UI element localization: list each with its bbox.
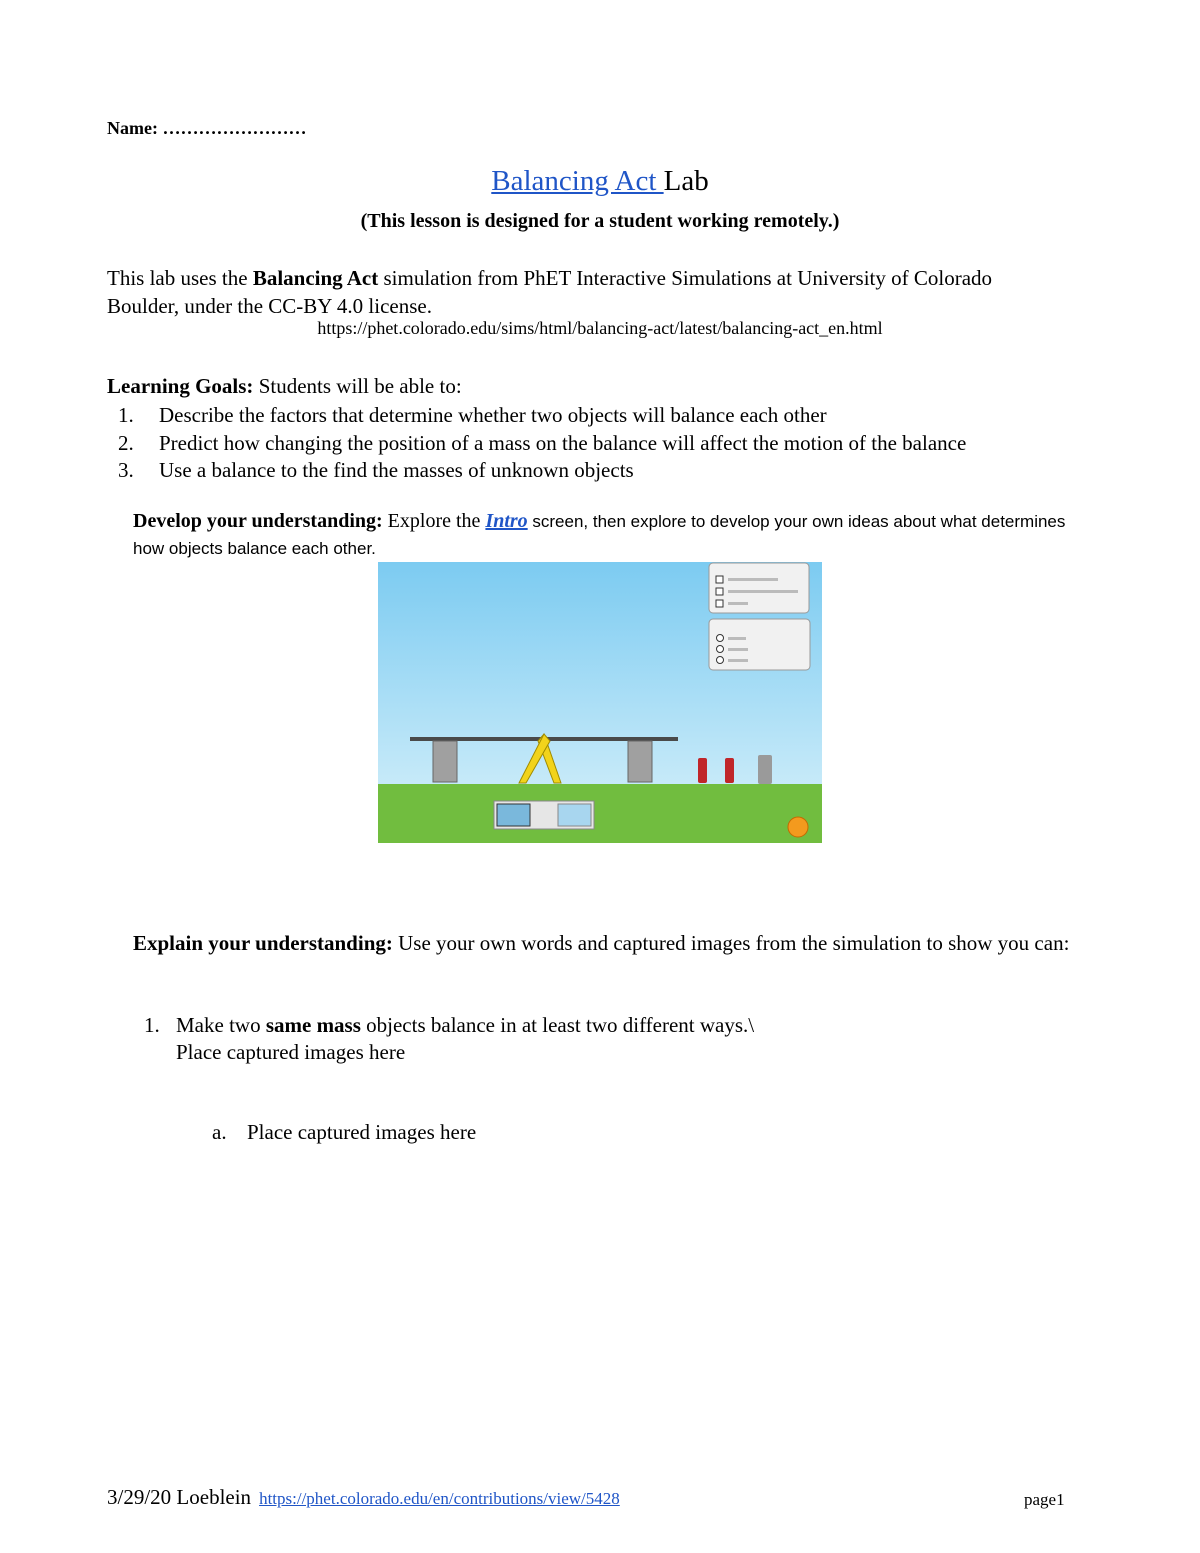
explain-text: Use your own words and captured images from the simulation to show you can: [392,931,1070,955]
simulation-screenshot [378,562,822,843]
explain-label: Explain your understanding: [133,931,393,955]
footer-left [107,1485,620,1510]
learning-goals-heading [107,374,462,399]
list-text: Use a balance to the find the masses of unknown objects [159,458,634,482]
intro-suffix: simulation from PhET Interactive Simulations at University of Colorado Boulder, under the CC-BY 4.0 license. [107,266,993,318]
explain-paragraph [133,929,1093,957]
learning-goals-list [107,402,1107,485]
task-1-bold: same mass [265,1013,361,1037]
list-item [107,457,1107,485]
list-text: Describe the factors that determine whether two objects will balance each other [159,403,827,427]
intro-sim-name: Balancing Act [252,266,379,290]
name-label: Name: [107,118,158,138]
list-number: 1. [118,403,134,427]
name-blank: …………………… [162,118,307,138]
list-item [107,430,1107,458]
task-1-suffix: objects balance in at least two different ways.\ [360,1013,755,1037]
list-item [107,402,1107,430]
learning-goals-label: Learning Goals: [107,374,254,398]
page-title [0,165,1200,198]
footer-link[interactable]: https://phet.colorado.edu/en/contributions/view/5428 [259,1489,620,1508]
task-1-number: 1. [144,1013,160,1037]
task-1a-number: a. [212,1120,227,1144]
learning-goals-text: Students will be able to: [253,374,462,398]
sim-url: https://phet.colorado.edu/sims/html/balancing-act/latest/balancing-act_en.html [317,318,883,338]
develop-text2: screen, then explore to develop your own ideas about what determines how objects balance each other. [133,512,1066,558]
develop-paragraph [133,508,1093,562]
title-link[interactable]: Balancing Act [491,165,664,197]
intro-prefix: This lab uses the [107,266,253,290]
list-number: 3. [118,458,134,482]
footer-author-date: 3/29/20 Loeblein [107,1485,252,1509]
task-1a [212,1120,476,1145]
name-line [107,118,306,139]
intro-paragraph [107,264,1067,320]
list-number: 2. [118,430,134,455]
list-text: Predict how changing the position of a mass on the balance will affect the motion of the balance [159,430,967,455]
develop-label: Develop your understanding: [133,510,383,532]
develop-text1: Explore the [382,510,486,532]
intro-screen-link[interactable]: Intro [485,510,528,532]
task-1-prefix: Make two [176,1013,266,1037]
task-1-placeholder: Place captured images here [176,1040,406,1064]
task-1a-text: Place captured images here [247,1120,477,1144]
page-number: page1 [1024,1490,1065,1509]
title-suffix: Lab [663,165,709,197]
subtitle: (This lesson is designed for a student working remotely.) [360,210,840,232]
task-1 [144,1012,754,1066]
